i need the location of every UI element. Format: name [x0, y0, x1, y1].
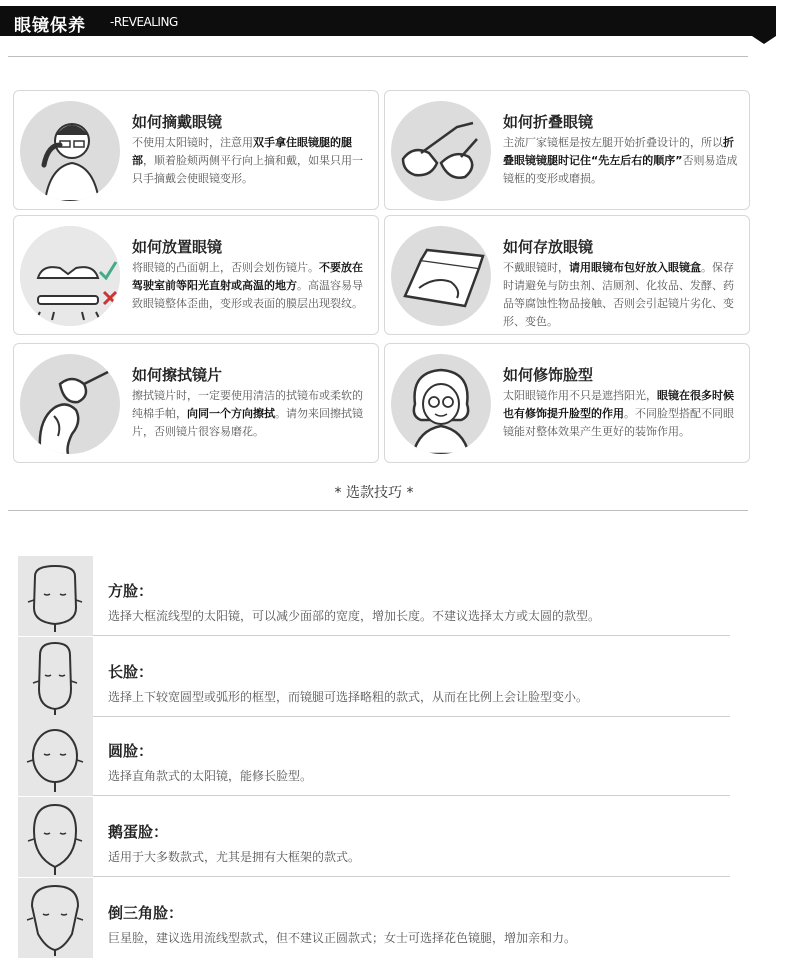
section-divider: [8, 510, 748, 511]
card-face-shape: [384, 343, 750, 463]
card-title: 如何修饰脸型: [503, 366, 594, 384]
long-face-icon: [18, 637, 93, 717]
square-face-icon: [18, 556, 93, 636]
woman-with-glasses-illustration: [391, 354, 491, 454]
face-row-square: [18, 556, 730, 636]
card-title: 如何折叠眼镜: [503, 113, 594, 131]
card-text: 不戴眼镜时，请用眼镜布包好放入眼镜盒。保存时请避免与防虫剂、洁厕剂、化妆品、发酵、药品等腐蚀性物品接触、否则会引起镜片劣化、变形、变色。: [503, 261, 734, 328]
face-row-long: [18, 637, 730, 717]
round-face-icon: [18, 716, 93, 796]
face-desc: 巨星脸，建议选用流线型款式，但不建议正圆款式；女士可选择花色镜腿，增加亲和力。: [108, 931, 577, 945]
cleaning-lens-illustration: [20, 354, 120, 454]
top-divider: [8, 56, 748, 57]
card-title: 如何摘戴眼镜: [132, 113, 223, 131]
face-row-inverted-triangle: [18, 878, 730, 958]
row-divider: [93, 635, 730, 636]
card-wear-glasses: [13, 90, 379, 210]
card-title: 如何存放眼镜: [503, 238, 594, 256]
card-text: 主流厂家镜框是按左腿开始折叠设计的，所以折叠眼镜镜腿时记住“先左后右的顺序”否则易造成镜框的变形或磨损。: [503, 136, 738, 185]
card-place-glasses: [13, 215, 379, 335]
card-clean-lens: [13, 343, 379, 463]
row-divider: [93, 795, 730, 796]
card-text: 擦拭镜片时，一定要使用清洁的拭镜布或柔软的纯棉手帕，向同一个方向擦拭。请勿来回擦拭镜片，否则镜片很容易磨花。: [132, 389, 363, 438]
card-text: 太阳眼镜作用不只是遮挡阳光，眼镜在很多时候也有修饰提升脸型的作用。不同脸型搭配不同眼镜能对整体效果产生更好的装饰作用。: [503, 389, 734, 438]
face-row-round: [18, 716, 730, 796]
placed-glasses-illustration: [20, 226, 120, 326]
header-tab-notch: [752, 36, 776, 44]
face-name: 长脸：: [108, 663, 154, 681]
face-desc: 适用于大多数款式，尤其是拥有大框架的款式。: [108, 850, 361, 864]
face-name: 圆脸：: [108, 742, 154, 760]
glasses-case-illustration: [391, 226, 491, 326]
row-divider: [93, 876, 730, 877]
page-title: 眼镜保养: [14, 16, 86, 36]
man-wearing-glasses-illustration: [20, 101, 120, 201]
face-row-oval: [18, 797, 730, 877]
face-desc: 选择上下较宽圆型或弧形的框型，而镜腿可选择略粗的款式，从而在比例上会让脸型变小。: [108, 690, 589, 704]
section-title-selection-tips: * 选款技巧 *: [334, 485, 414, 501]
face-desc: 选择大框流线型的太阳镜，可以减少面部的宽度，增加长度。不建议选择太方或太圆的款型。: [108, 609, 601, 623]
card-title: 如何擦拭镜片: [132, 366, 223, 384]
face-name: 倒三角脸：: [108, 904, 184, 922]
inverted-triangle-face-icon: [18, 878, 93, 958]
face-desc: 选择直角款式的太阳镜，能修长脸型。: [108, 769, 313, 783]
oval-face-icon: [18, 797, 93, 877]
header-bar: [0, 6, 776, 36]
card-text: 不使用太阳镜时，注意用双手拿住眼镜腿的腿部，顺着脸颊两侧平行向上摘和戴，如果只用一只手摘戴会使眼镜变形。: [132, 136, 363, 185]
card-store-glasses: [384, 215, 750, 335]
face-name: 鹅蛋脸：: [108, 823, 169, 841]
card-title: 如何放置眼镜: [132, 238, 223, 256]
page-subtitle: -REVEALING: [110, 15, 178, 29]
folded-glasses-illustration: [391, 101, 491, 201]
face-name: 方脸：: [108, 582, 154, 600]
card-text: 将眼镜的凸面朝上，否则会划伤镜片。不要放在驾驶室前等阳光直射或高温的地方。高温容易导致眼镜整体歪曲，变形或表面的膜层出现裂纹。: [132, 261, 363, 310]
card-fold-glasses: [384, 90, 750, 210]
